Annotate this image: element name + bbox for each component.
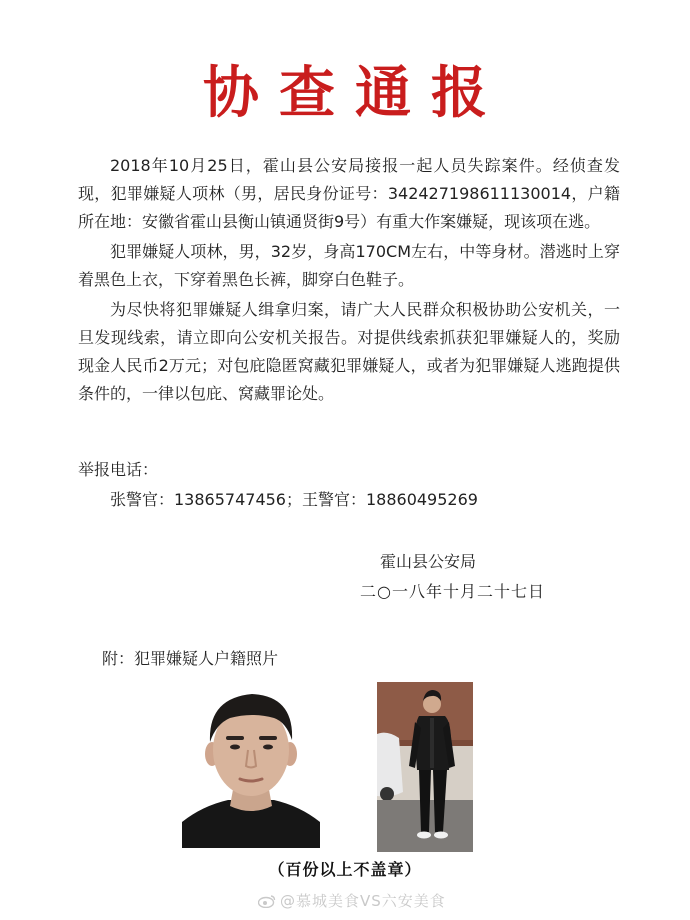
notice-body xyxy=(78,152,620,410)
paragraph-appeal: 为尽快将犯罪嫌疑人缉拿归案，请广大人民群众积极协助公安机关，一旦发现线索，请立即向公安机关报告。对提供线索抓获犯罪嫌疑人的，奖励现金人民币2万元；对包庇隐匿窝藏犯罪嫌疑人，或者为犯罪嫌疑人逃跑提供条件的，一律以包庇、窝藏罪论处。 xyxy=(78,300,620,403)
issuer-name: 霍山县公安局 xyxy=(380,552,477,571)
suspect-fullbody-icon xyxy=(377,682,473,852)
paragraph-description: 犯罪嫌疑人项林，男，32岁，身高170CM左右，中等身材。潜逃时上穿着黑色上衣，下穿着黑色长裤，脚穿白色鞋子。 xyxy=(78,242,620,289)
suspect-portrait-icon xyxy=(182,684,320,848)
hotline-numbers: 张警官：13865747456；王警官：18860495269 xyxy=(110,490,478,509)
suspect-id-photo xyxy=(182,684,320,848)
notice-title: 协查通报 xyxy=(203,61,507,126)
suspect-fullbody-photo xyxy=(377,682,473,852)
watermark-text: @慕城美食VS六安美食 xyxy=(280,892,446,910)
paragraph-case: 2018年10月25日，霍山县公安局接报一起人员失踪案件。经侦查发现，犯罪嫌疑人项林（男，居民身份证号：342427198611130014，户籍所在地：安徽省霍山县衡山镇通贤街9号）有重大作案嫌疑，现该项在逃。 xyxy=(78,156,620,231)
hotline-label: 举报电话： xyxy=(78,460,159,479)
photo-caption: （百份以上不盖章） xyxy=(268,860,422,879)
issue-date: 二○一八年十月二十七日 xyxy=(360,582,545,601)
weibo-watermark xyxy=(258,890,446,912)
attachment-label: 附：犯罪嫌疑人户籍照片 xyxy=(102,649,279,668)
weibo-logo-icon xyxy=(258,892,276,906)
